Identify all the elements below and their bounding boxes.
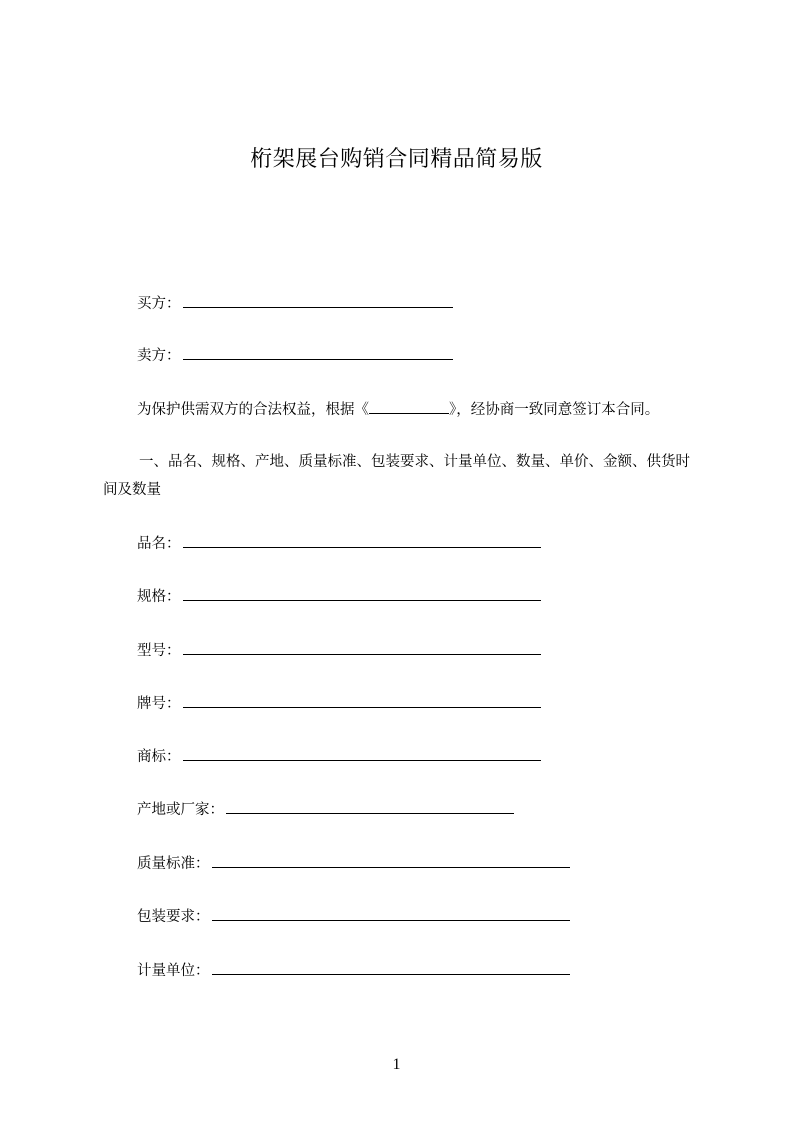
field-model-line [137,639,541,661]
field-name-blank[interactable] [183,532,541,548]
field-quality-line [137,852,570,874]
field-packaging-label: 包装要求： [137,909,210,925]
seller-line [137,344,453,366]
field-unit-blank[interactable] [212,959,570,975]
field-brand-no-label: 牌号： [137,696,181,712]
field-trademark-line [137,745,541,767]
buyer-line [137,292,453,314]
field-origin-label: 产地或厂家： [137,802,224,818]
intro-before: 为保护供需双方的合法权益，根据《 [137,402,369,418]
section-1-heading: 一、品名、规格、产地、质量标准、包装要求、计量单位、数量、单价、金额、供货时间及数量 [103,454,690,498]
field-packaging-line [137,905,570,927]
field-trademark-blank[interactable] [183,745,541,761]
law-name-blank[interactable] [369,398,449,414]
field-name-line [137,532,541,554]
field-packaging-blank[interactable] [212,905,570,921]
field-trademark-label: 商标： [137,749,181,765]
field-model-blank[interactable] [183,639,541,655]
field-name-label: 品名： [137,536,181,552]
seller-blank[interactable] [183,344,453,360]
field-model-label: 型号： [137,643,181,659]
document-title: 桁架展台购销合同精品简易版 [250,147,543,172]
field-unit-line [137,959,570,981]
page-number: 1 [392,1056,401,1073]
buyer-blank[interactable] [183,292,453,308]
field-origin-blank[interactable] [226,798,514,814]
field-spec-line [137,585,541,607]
intro-after: 》，经协商一致同意签订本合同。 [449,402,660,418]
seller-label: 卖方： [137,348,181,364]
intro-line [137,398,659,420]
field-quality-blank[interactable] [212,852,570,868]
field-quality-label: 质量标准： [137,856,210,872]
field-spec-label: 规格： [137,589,181,605]
field-spec-blank[interactable] [183,585,541,601]
field-brand-no-blank[interactable] [183,692,541,708]
field-brand-no-line [137,692,541,714]
field-unit-label: 计量单位： [137,963,210,979]
field-origin-line [137,798,514,820]
buyer-label: 买方： [137,296,181,312]
